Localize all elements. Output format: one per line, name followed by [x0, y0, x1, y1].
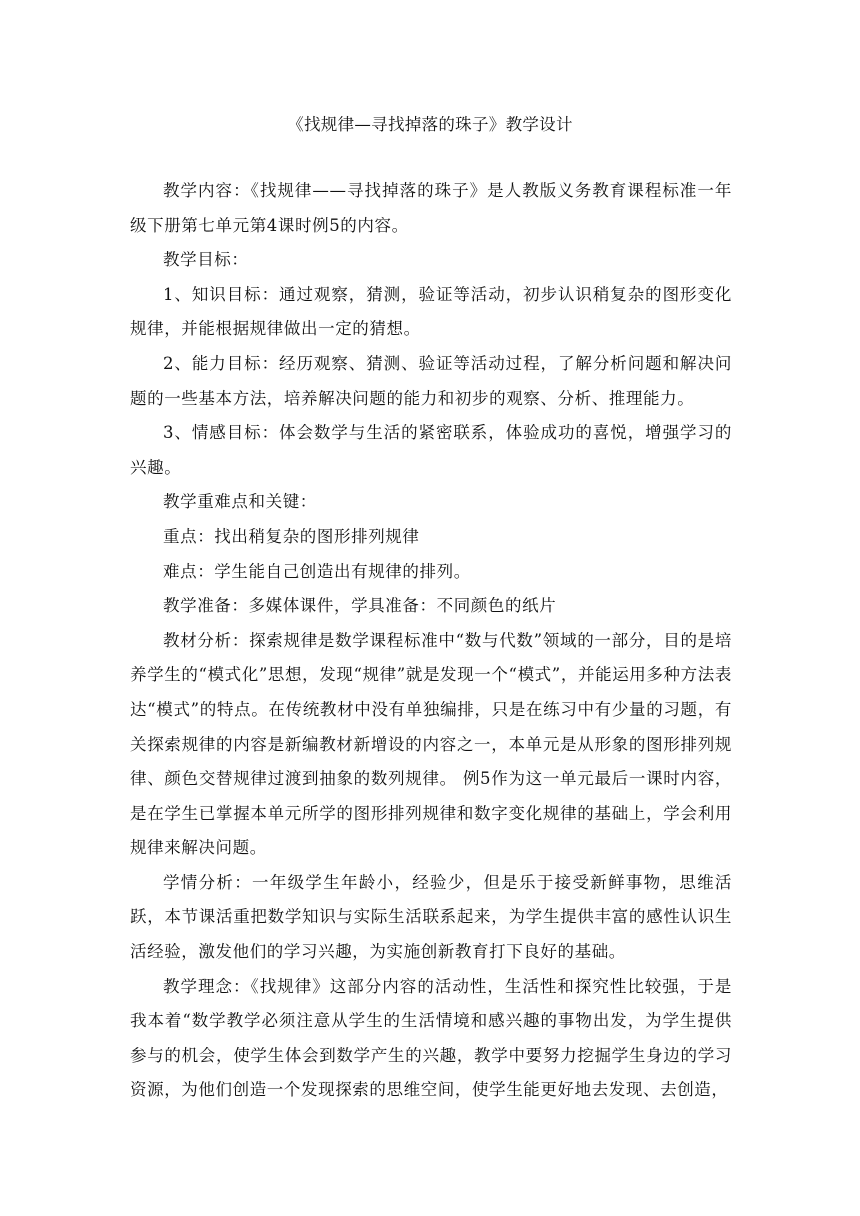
- paragraph-ability-goal: 2、能力目标：经历观察、猜测、验证等活动过程，了解分析问题和解决问题的一些基本方法，培养解决问题的能力和初步的观察、分析、推理能力。: [130, 353, 732, 408]
- paragraph-emotion-goal: 3、情感目标：体会数学与生活的紧密联系，体验成功的喜悦，增强学习的兴趣。: [130, 423, 732, 477]
- paragraph-student-analysis: 学情分析：一年级学生年龄小，经验少，但是乐于接受新鲜事物，思维活跃，本节课活重把数学知识与实际生活联系起来，为学生提供丰富的感性认识生活经验，激发他们的学习兴趣，为实施创新教育打下良好的基础。: [130, 872, 732, 962]
- document-body: [130, 174, 732, 1108]
- paragraph-teaching-content: 教学内容：《找规律——寻找掉落的珠子》是人教版义务教育课程标准一年级下册第七单元第4课时例5的内容。: [130, 181, 732, 235]
- paragraph-textbook-analysis: 教材分析：探索规律是数学课程标准中“数与代数”领域的一部分，目的是培养学生的“模式化”思想，发现“规律”就是发现一个“模式”，并能运用多种方法表达“模式”的特点。在传统教材中没有单独编排，只是在练习中有少量的习题，有关探索规律的内容是新编教材新增设的内容之一，本单元是从形象的图形排列规律、颜色交替规律过渡到抽象的数列规律。 例5作为这一单元最后一课时内容，是在学生已掌握本单元所学的图形排列规律和数字变化规律的基础上，学会利用规律来解决问题。: [130, 630, 732, 858]
- paragraph-knowledge-goal: 1、知识目标：通过观察，猜测，验证等活动，初步认识稍复杂的图形变化规律，并能根据规律做出一定的猜想。: [130, 284, 732, 339]
- document-title: 《找规律—寻找掉落的珠子》教学设计: [287, 115, 573, 134]
- paragraph-key-points-heading: 教学重难点和关键：: [163, 492, 317, 512]
- paragraph-key-point: 重点：找出稍复杂的图形排列规律: [163, 526, 420, 546]
- paragraph-teaching-philosophy: 教学理念：《找规律》这部分内容的活动性，生活性和探究性比较强，于是我本着“数学教学必须注意从学生的生活情境和感兴趣的事物出发，为学生提供参与的机会，使学生体会到数学产生的兴趣，教学中要努力挖掘学生身边的学习资源，为他们创造一个发现探索的思维空间，使学生能更好地去发现、去创造，: [130, 976, 732, 1100]
- paragraph-teaching-preparation: 教学准备：多媒体课件，学具准备：不同颜色的纸片: [163, 596, 557, 616]
- paragraph-teaching-goals-heading: 教学目标：: [163, 250, 249, 270]
- paragraph-difficult-point: 难点：学生能自己创造出有规律的排列。: [163, 561, 471, 581]
